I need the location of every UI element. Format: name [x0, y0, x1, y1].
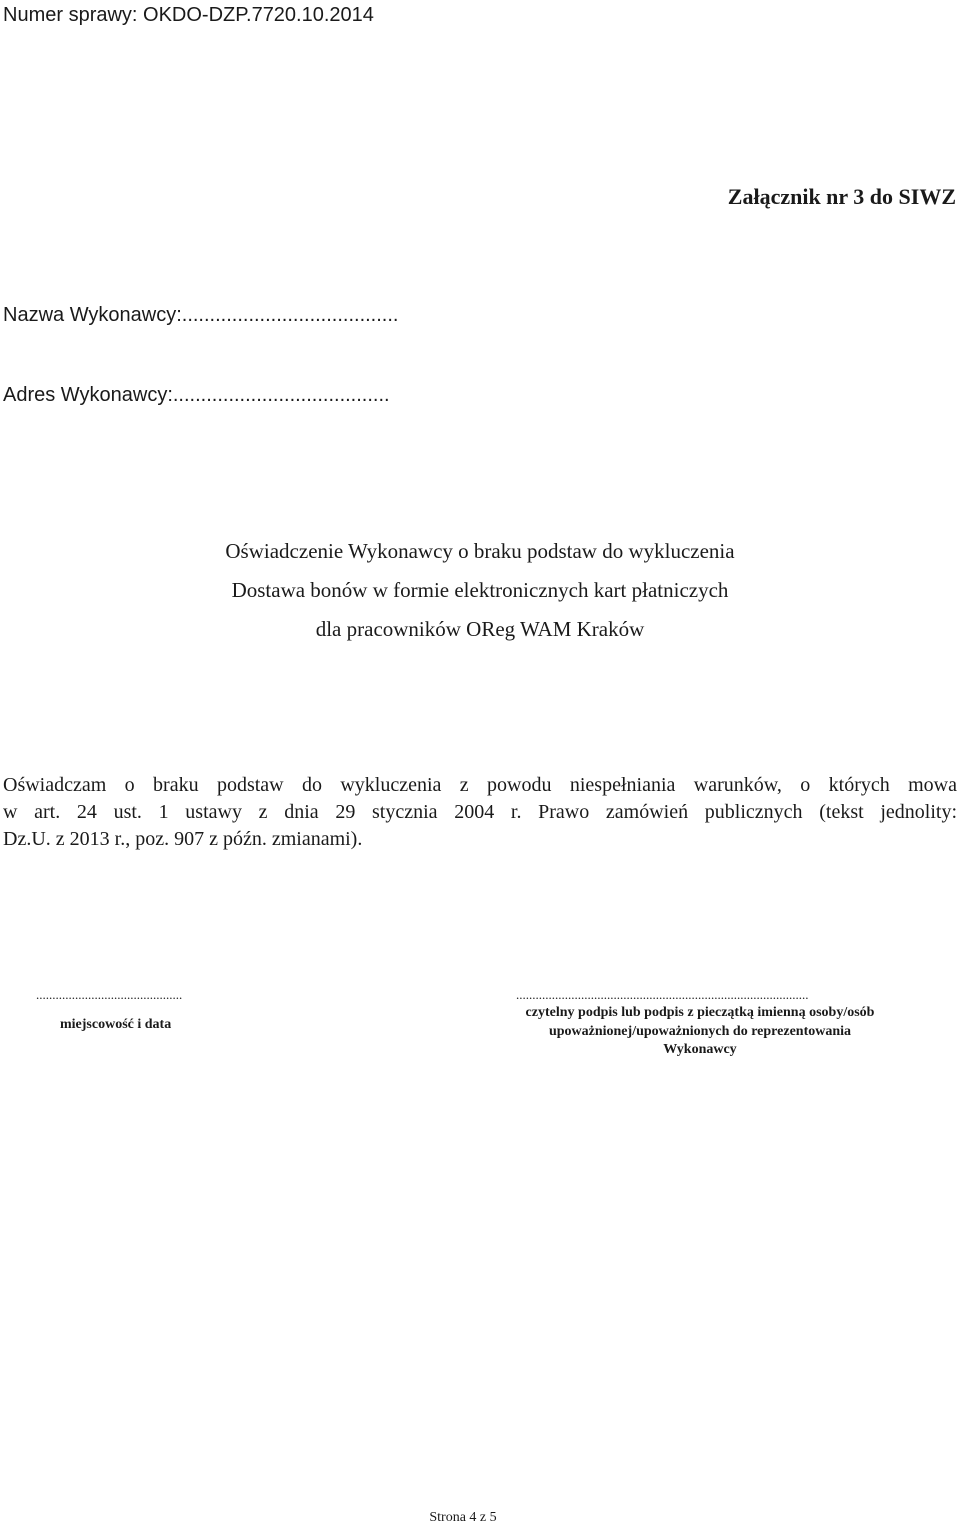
place-date-dots: .............................................: [36, 988, 183, 1002]
contractor-address-field: Adres Wykonawcy:.......................................: [3, 384, 390, 406]
place-date-signature-block: [36, 988, 216, 1034]
title-line-3: dla pracowników OReg WAM Kraków: [315, 617, 645, 641]
title-line-2: Dostawa bonów w formie elektronicznych kart płatniczych: [231, 578, 729, 602]
page-number: Strona 4 z 5: [429, 1510, 497, 1525]
annex-title: Załącznik nr 3 do SIWZ: [727, 184, 956, 209]
signature-label-line-3: Wykonawcy: [663, 1042, 737, 1057]
title-line-1: Oświadczenie Wykonawcy o braku podstaw do wykluczenia: [225, 539, 735, 563]
contractor-signature-block: [470, 988, 930, 1060]
document-title: [0, 538, 960, 655]
place-date-label: miejscowość i data: [60, 1017, 172, 1032]
signature-label-line-2: upoważnionej/upoważnionych do reprezentowania: [548, 1023, 852, 1039]
case-number: Numer sprawy: OKDO-DZP.7720.10.2014: [3, 4, 374, 26]
signature-label-line-1: czytelny podpis lub podpis z pieczątką imienną osoby/osób: [525, 1005, 875, 1020]
signature-dots: ..........................................................................................: [516, 988, 809, 1002]
statement-paragraph: [3, 772, 957, 853]
contractor-name-field: Nazwa Wykonawcy:.......................................: [3, 304, 399, 326]
statement-line-2: w art. 24 ust. 1 ustawy z dnia 29 stycznia 2004 r. Prawo zamówień publicznych (tekst jednolity:: [3, 801, 957, 823]
statement-line-3: Dz.U. z 2013 r., poz. 907 z późn. zmianami).: [3, 828, 363, 850]
statement-line-1: Oświadczam o braku podstaw do wykluczenia z powodu niespełniania warunków, o których mowa: [3, 774, 957, 796]
